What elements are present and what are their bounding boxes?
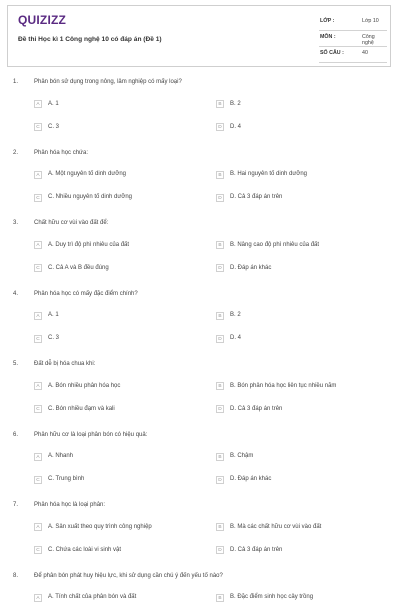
- option-letter-box: A: [34, 171, 42, 179]
- option-text: D. Cả 3 đáp án trên: [230, 405, 283, 412]
- option-letter-box: C: [34, 546, 42, 554]
- option-text: A. Duy trì độ phì nhiêu của đất: [48, 241, 130, 248]
- option-text: B. Nâng cao độ phì nhiêu của đất: [230, 241, 320, 248]
- option-letter-box: A: [34, 382, 42, 390]
- option-text: A. 1: [48, 312, 59, 318]
- option-letter-box: D: [216, 194, 224, 202]
- quizizz-logo: QUIZIZZ: [18, 13, 67, 27]
- option-text: C. Bón nhiều đạm và kali: [48, 405, 115, 412]
- option-letter-box: C: [34, 405, 42, 413]
- option-letter-box: B: [216, 100, 224, 108]
- option-text: D. 4: [230, 123, 242, 130]
- option-text: A. Bón nhiều phân hóa học: [48, 382, 121, 389]
- worksheet-header: [7, 5, 391, 67]
- option-letter-box: A: [34, 312, 42, 320]
- option-text: C. 3: [48, 335, 60, 341]
- meta-key: MÔN :: [320, 34, 336, 40]
- option-letter-box: B: [216, 241, 224, 249]
- option-text: A. Một nguyên tố dinh dưỡng: [48, 171, 126, 177]
- option-text: C. Cả A và B đều đúng: [48, 264, 109, 271]
- meta-value: Lớp 10: [362, 18, 379, 24]
- meta-key: SỐ CÂU :: [320, 50, 344, 56]
- option-letter-box: B: [216, 312, 224, 320]
- option-letter-box: B: [216, 171, 224, 179]
- option-text: D. Đáp án khác: [230, 264, 272, 271]
- question-number: 3.: [13, 220, 19, 226]
- option-letter-box: A: [34, 241, 42, 249]
- question-number: 4.: [13, 290, 19, 297]
- question-text: Chất hữu cơ vùi vào đất để:: [34, 220, 109, 226]
- option-letter-box: C: [34, 264, 42, 272]
- option-text: C. 3: [48, 123, 60, 130]
- option-letter-box: D: [216, 335, 224, 343]
- option-letter-box: D: [216, 546, 224, 554]
- option-letter-box: B: [216, 453, 224, 461]
- option-text: C. Trung bình: [48, 476, 85, 482]
- option-letter-box: C: [34, 194, 42, 202]
- question-number: 5.: [13, 361, 19, 367]
- option-text: A. Sản xuất theo quy trình công nghiệp: [48, 523, 152, 530]
- question-text: Đất dễ bị hóa chua khi:: [34, 361, 96, 367]
- option-text: B. Hai nguyên tố dinh dưỡng: [230, 171, 308, 177]
- option-text: D. 4: [230, 335, 242, 341]
- question-text: Phân hóa học có mấy đặc điểm chính?: [34, 290, 138, 297]
- meta-value: Công nghệ: [362, 34, 375, 46]
- option-letter-box: D: [216, 405, 224, 413]
- option-letter-box: C: [34, 476, 42, 484]
- option-text: B. Đặc điểm sinh học cây trồng: [230, 594, 314, 600]
- option-letter-box: A: [34, 523, 42, 531]
- option-text: A. 1: [48, 100, 59, 107]
- option-letter-box: D: [216, 123, 224, 131]
- worksheet-title: Đề thi Học kì 1 Công nghệ 10 có đáp án (Đề 1): [18, 36, 162, 43]
- meta-row-class: [319, 15, 387, 31]
- question-number: 6.: [13, 431, 19, 438]
- question-number: 8.: [13, 572, 19, 579]
- option-letter-box: B: [216, 523, 224, 531]
- meta-row-count: [319, 47, 387, 63]
- meta-row-subject: [319, 31, 387, 47]
- option-text: A. Nhanh: [48, 453, 74, 459]
- option-letter-box: A: [34, 100, 42, 108]
- option-letter-box: B: [216, 382, 224, 390]
- question-text: Phân hóa học chứa:: [34, 149, 89, 156]
- question-number: 1.: [13, 79, 19, 85]
- question-number: 2.: [13, 149, 19, 156]
- meta-value: 40: [362, 50, 368, 56]
- question-text: Phân hữu cơ là loại phân bón có hiệu quả:: [34, 431, 148, 438]
- meta-key: LỚP :: [320, 18, 335, 24]
- option-letter-box: C: [34, 335, 42, 343]
- option-text: B. 2: [230, 100, 241, 107]
- option-text: D. Đáp án khác: [230, 476, 272, 482]
- option-text: A. Tính chất của phân bón và đất: [48, 594, 137, 600]
- option-text: D. Cả 3 đáp án trên: [230, 546, 283, 553]
- option-letter-box: B: [216, 594, 224, 602]
- worksheet-meta: [319, 15, 387, 63]
- option-text: C. Nhiều nguyên tố dinh dưỡng: [48, 194, 133, 200]
- question-number: 7.: [13, 502, 19, 508]
- option-text: B. Bón phân hóa học liên tục nhiều năm: [230, 382, 337, 389]
- question-text: Phân hóa học là loại phân:: [34, 502, 106, 508]
- option-letter-box: C: [34, 123, 42, 131]
- option-letter-box: A: [34, 453, 42, 461]
- option-letter-box: A: [34, 594, 42, 602]
- option-text: B. Mà các chất hữu cơ vùi vào đất: [230, 523, 322, 530]
- question-text: Để phân bón phát huy hiệu lực, khi sử dụng cần chú ý đến yếu tố nào?: [34, 572, 223, 579]
- option-letter-box: D: [216, 264, 224, 272]
- question-text: Phân bón sử dụng trong nông, lâm nghiệp có mấy loại?: [34, 79, 182, 85]
- option-text: C. Chứa các loài vi sinh vật: [48, 546, 122, 553]
- option-text: D. Cả 3 đáp án trên: [230, 194, 283, 200]
- option-text: B. 2: [230, 312, 241, 318]
- option-letter-box: D: [216, 476, 224, 484]
- option-text: B. Chậm: [230, 453, 254, 459]
